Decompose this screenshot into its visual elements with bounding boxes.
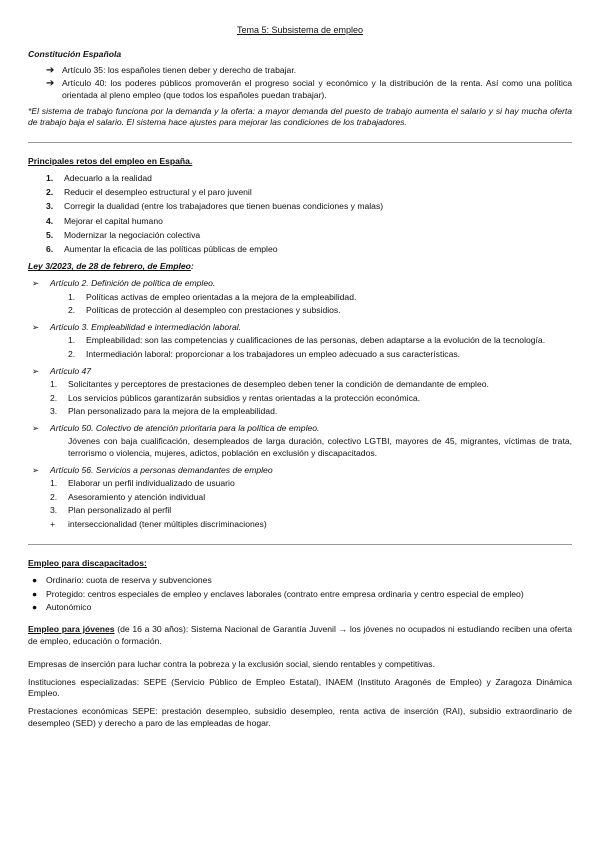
ley-heading: Ley 3/2023, de 28 de febrero, de Empleo: (28, 261, 194, 272)
plus-icon: + (50, 519, 56, 530)
list-item: 5. Modernizar la negociación colectiva (46, 229, 201, 240)
article-47-title: ➢ Artículo 47 (32, 365, 92, 376)
triangle-arrow-icon: ➢ (32, 321, 40, 332)
document-page (28, 24, 572, 735)
page-title: Tema 5: Subsistema de empleo (236, 25, 364, 35)
arrow-icon: ➔ (46, 78, 55, 90)
triangle-arrow-icon: ➢ (32, 365, 40, 376)
divider (28, 142, 572, 143)
list-item: 3. Plan personalizado para la mejora de la empleabilidad. (50, 406, 278, 417)
list-item: 2. Asesoramiento y atención individual (50, 491, 206, 502)
list-item: 1. Empleabilidad: son las competencias y cualificaciones de las personas, deben adaptarse a la evolución de la tecnología. (68, 335, 546, 346)
paragraph: Instituciones especializadas: SEPE (Servicio Público de Empleo Estatal), INAEM (Instituto Aragonés de Empleo) y Zaragoza Dinámica Empleo. (28, 676, 572, 699)
divider (28, 544, 572, 545)
list-item: + interseccionalidad (tener múltiples discriminaciones) (50, 519, 267, 530)
arrow-icon: ➔ (46, 64, 55, 76)
bullet-icon: ● (32, 588, 38, 599)
list-item: 3. Corregir la dualidad (entre los trabajadores que tienen buenas condiciones y malas) (46, 201, 384, 212)
list-item: 1. Adecuarlo a la realidad (46, 173, 152, 184)
list-item: 2. Políticas de protección al desempleo con prestaciones y subsidios. (68, 305, 341, 316)
article-50-text: Jóvenes con baja cualificación, desempleados de larga duración, colectivo LGTBI, mayores de 45, migrantes, víctimas de trata, terrorismo o violencia, mujeres, adictos, población en exclusión y discapacitados. (68, 436, 572, 459)
list-item: ● Protegido: centros especiales de empleo y enclaves laborales (contrato entre empresa ordinaria y centro especial de empleo) (32, 588, 524, 599)
constitucion-heading: Constitución Española (28, 49, 122, 60)
list-item: 2. Intermediación laboral: proporcionar a los trabajadores un empleo adecuado a sus características. (68, 348, 461, 359)
list-item: 2. Reducir el desempleo estructural y el paro juvenil (46, 187, 252, 198)
list-item: 1. Políticas activas de empleo orientadas a la mejora de la empleabilidad. (68, 291, 357, 302)
article-2-title: ➢ Artículo 2. Definición de política de empleo. (32, 277, 216, 288)
jovenes-paragraph: Empleo para jóvenes (de 16 a 30 años): Sistema Nacional de Garantía Juvenil → los jóvenes no ocupados ni estudiando reciben una oferta de empleo, educación o formación. (28, 624, 572, 646)
triangle-arrow-icon: ➢ (32, 277, 40, 288)
paragraph: Prestaciones económicas SEPE: prestación desempleo, subsidio desempleo, renta activa de inserción (RAI), subsidio extraordinario de desempleo (SED) y derecho a paro de las empleadas de hogar. (28, 705, 572, 728)
list-item: ➔ Artículo 40: los poderes públicos promoverán el progreso social y económico y la distribución de la renta. Así como una política orientada al pleno empleo (que todos los españoles puedan trabajar). (46, 78, 572, 100)
triangle-arrow-icon: ➢ (32, 422, 40, 433)
article-50-title: ➢ Artículo 50. Colectivo de atención prioritaria para la política de empleo. (32, 422, 320, 433)
bullet-icon: ● (32, 602, 38, 613)
list-item: ● Autonómico (32, 602, 92, 613)
paragraph: Empresas de inserción para luchar contra la pobreza y la exclusión social, siendo rentables y competitivas. (28, 659, 435, 670)
bullet-icon: ● (32, 575, 38, 586)
list-item: 1. Elaborar un perfil individualizado de usuario (50, 478, 235, 489)
list-item: 3. Plan personalizado al perfil (50, 505, 172, 516)
list-item: 1. Solicitantes y perceptores de prestaciones de desempleo deben tener la condición de demandante de empleo. (50, 379, 489, 390)
list-item: 6. Aumentar la eficacia de las políticas públicas de empleo (46, 243, 278, 254)
discapacitados-heading: Empleo para discapacitados: (28, 557, 147, 568)
list-item: 4. Mejorar el capital humano (46, 215, 163, 226)
article-3-title: ➢ Artículo 3. Empleabilidad e intermediación laboral. (32, 321, 242, 332)
list-item: ➔ Artículo 35: los españoles tienen deber y derecho de trabajar. (46, 64, 297, 76)
retos-heading: Principales retos del empleo en España. (28, 155, 193, 166)
article-56-title: ➢ Artículo 56. Servicios a personas demandantes de empleo (32, 464, 273, 475)
triangle-arrow-icon: ➢ (32, 464, 40, 475)
list-item: 2. Los servicios públicos garantizarán subsidios y rentas orientadas a la protección económica. (50, 392, 421, 403)
list-item: ● Ordinario: cuota de reserva y subvenciones (32, 575, 212, 586)
constitucion-note: *El sistema de trabajo funciona por la demanda y la oferta: a mayor demanda del puesto de trabajo aumenta el salario y si hay mucha oferta de trabajo baja el salario. El sistema hace ajustes para mejorar las condiciones de los trabajadores. (28, 105, 572, 128)
